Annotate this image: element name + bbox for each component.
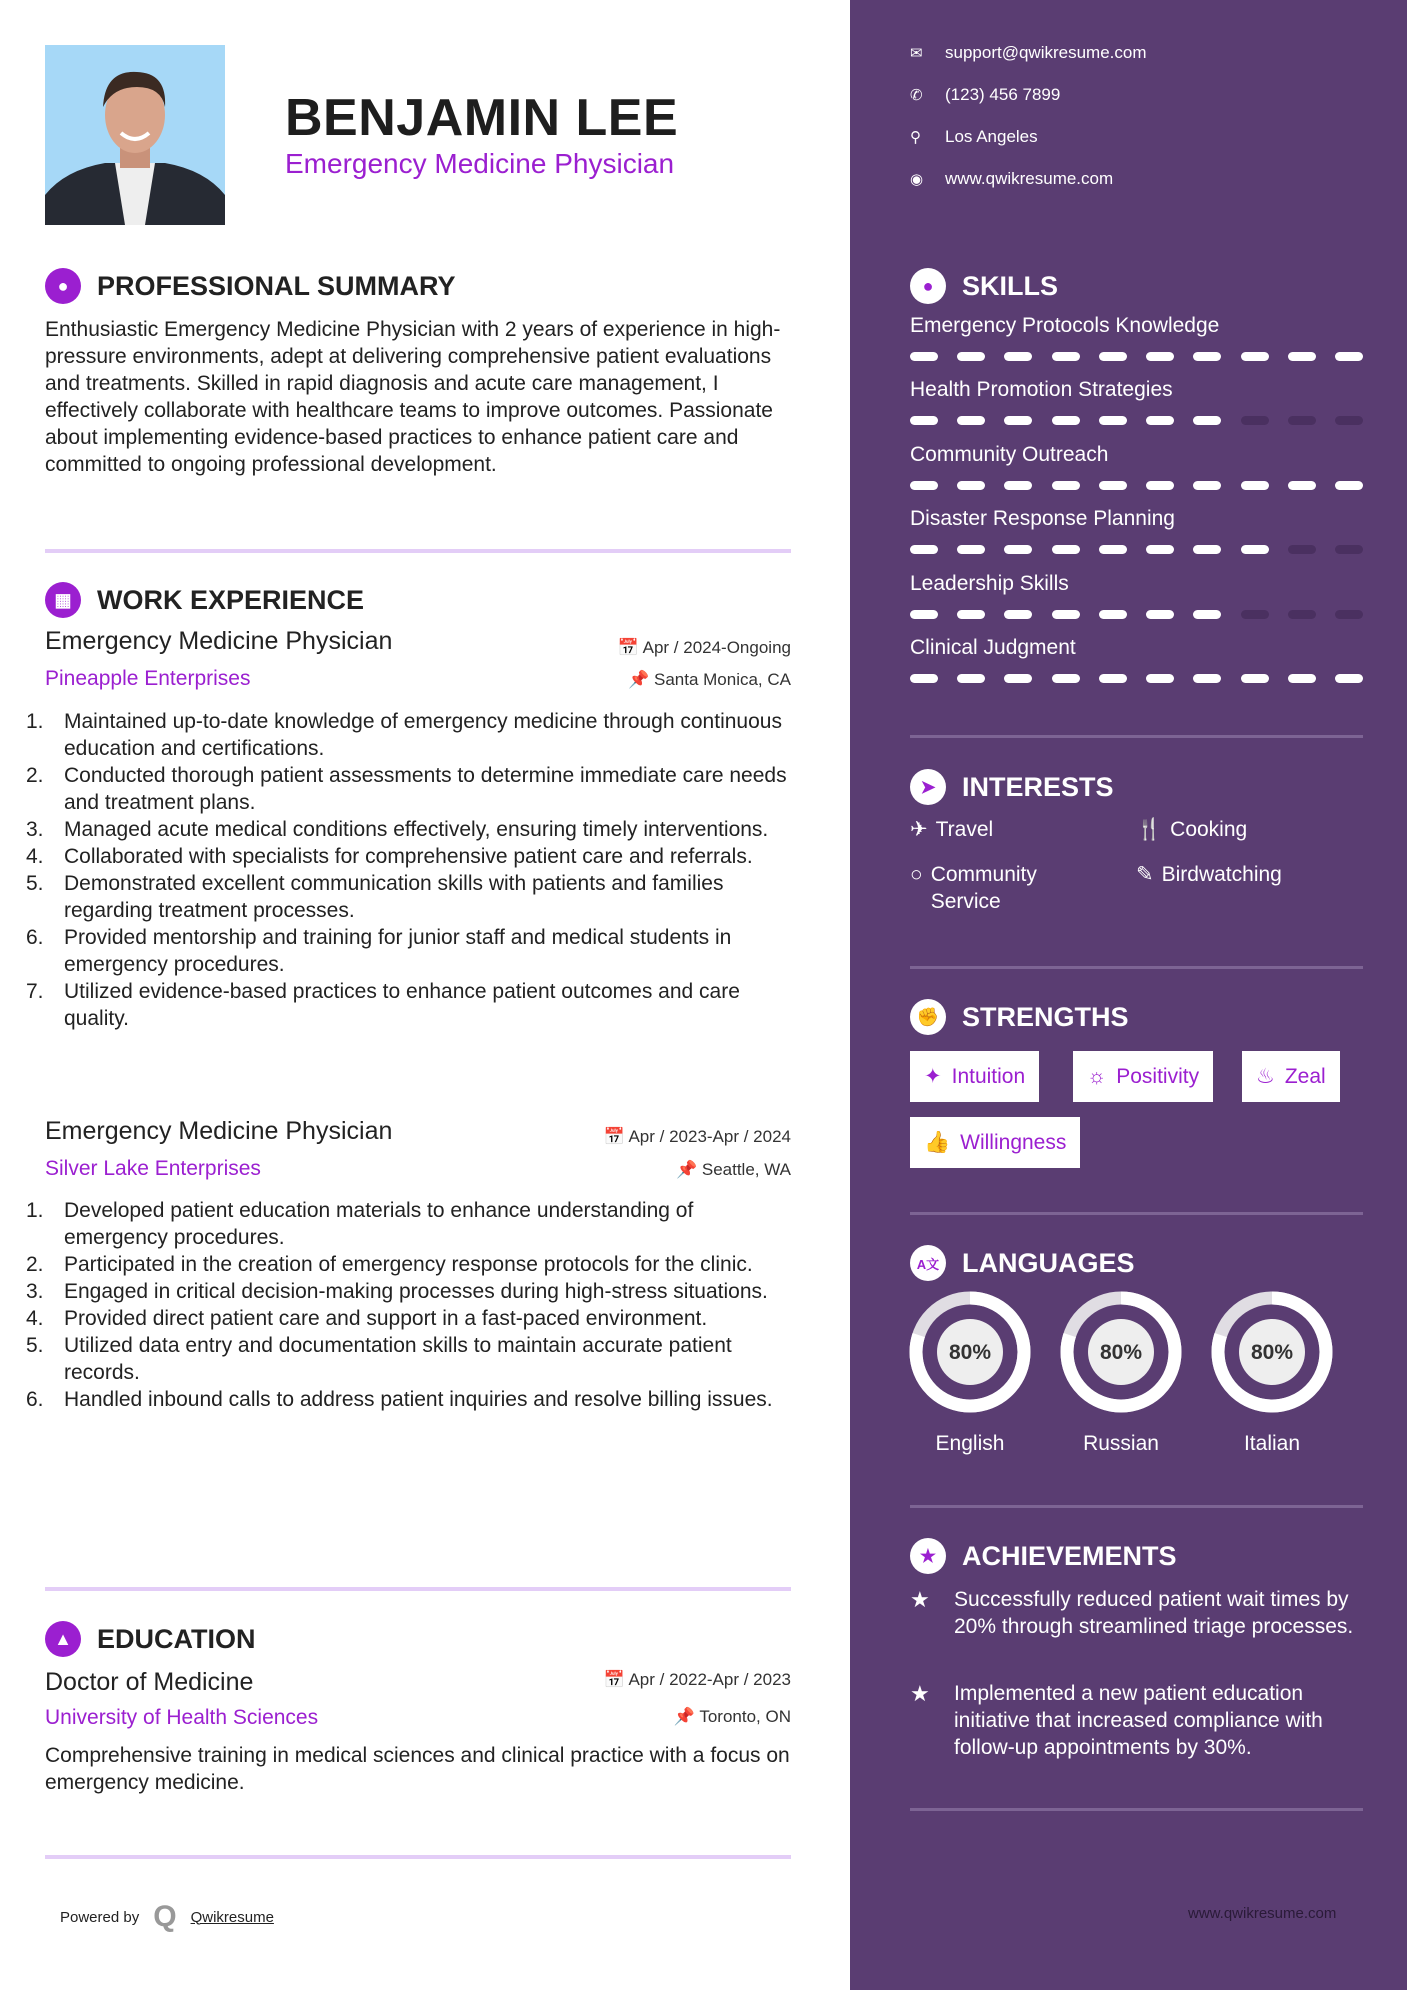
calendar-icon: 📅 [603, 1127, 629, 1146]
skill-segment [1146, 545, 1174, 554]
globe-icon: ◉ [910, 171, 924, 188]
duty-item [26, 1278, 800, 1305]
skill-segment [1099, 674, 1127, 683]
item-text: Managed acute medical conditions effectively, ensuring timely interventions. [64, 818, 769, 841]
skill-segment [1193, 545, 1221, 554]
hand-icon: ○ [910, 863, 923, 886]
item-text: Participated in the creation of emergency response protocols for the clinic. [64, 1253, 753, 1276]
item-number: 7. [26, 980, 44, 1003]
interest-community [910, 861, 1110, 915]
lightbulb-icon: ● [910, 268, 946, 304]
skill-segment [1193, 610, 1221, 619]
skill-segment [1004, 545, 1032, 554]
skill-segment [1004, 416, 1032, 425]
job-location [628, 670, 791, 690]
item-number: 6. [26, 1388, 44, 1411]
interest-label: Travel [935, 818, 994, 841]
divider [45, 1855, 791, 1859]
skill-segment [1288, 610, 1316, 619]
summary-heading [45, 268, 456, 304]
interest-cooking [1136, 816, 1247, 843]
skill-segment [1241, 674, 1269, 683]
item-text: Demonstrated excellent communication skills with patients and families regarding treatment processes. [64, 872, 724, 922]
work-heading [45, 582, 364, 618]
skill-segment [1004, 610, 1032, 619]
language-item [1060, 1291, 1182, 1456]
heading-text: INTERESTS [962, 771, 1114, 802]
heading-text: WORK EXPERIENCE [97, 584, 365, 615]
contact-phone [910, 85, 1060, 105]
strength-label: Positivity [1116, 1064, 1200, 1088]
item-number: 4. [26, 1307, 44, 1330]
strength-chip [1242, 1051, 1340, 1102]
paper-plane-icon: ➤ [910, 769, 946, 805]
skill-segment [957, 610, 985, 619]
strength-chip [910, 1051, 1039, 1102]
duty-item [26, 978, 800, 1032]
item-text: Utilized data entry and documentation skills to maintain accurate patient records. [64, 1334, 732, 1384]
interest-label: Cooking [1170, 818, 1248, 841]
skill-segment [1099, 352, 1127, 361]
skill-segment [1288, 481, 1316, 490]
skill-segment [1335, 416, 1363, 425]
pin-icon: 📌 [673, 1707, 700, 1726]
education-heading [45, 1621, 256, 1657]
phone-text: (123) 456 7899 [945, 85, 1061, 104]
location-text: Seattle, WA [701, 1160, 791, 1179]
language-donut [1211, 1291, 1333, 1413]
contact-location [910, 127, 1038, 147]
job-location [676, 1160, 791, 1180]
skill-segment [1335, 481, 1363, 490]
skill-name: Clinical Judgment [910, 636, 1076, 659]
strength-label: Intuition [951, 1064, 1026, 1088]
education-text: Comprehensive training in medical sciences and clinical practice with a focus on emergency medicine. [45, 1744, 790, 1794]
item-text: Maintained up-to-date knowledge of emergency medicine through continuous education and certifications. [64, 710, 782, 760]
skill-level-bar [910, 674, 1363, 683]
skill-segment [957, 481, 985, 490]
email-text: support@qwikresume.com [945, 43, 1147, 62]
star-icon: ★ [910, 1587, 930, 1612]
skill-name: Community Outreach [910, 442, 1109, 466]
divider [910, 1808, 1363, 1811]
language-name: Russian [1083, 1432, 1159, 1455]
job-title: Emergency Medicine Physician [45, 1117, 393, 1145]
skill-segment [910, 416, 938, 425]
candidate-name: BENJAMIN LEE [285, 89, 679, 147]
qwikresume-logo-icon: Q [153, 1900, 177, 1933]
achievement-text: Implemented a new patient education initiative that increased compliance with follow-up appointments by 30%. [954, 1682, 1323, 1759]
item-number: 3. [26, 1280, 44, 1303]
edu-location [674, 1707, 791, 1727]
skill-name: Emergency Protocols Knowledge [910, 314, 1220, 337]
skill-segment [1052, 416, 1080, 425]
skill-segment [1099, 610, 1127, 619]
skill-name: Leadership Skills [910, 571, 1069, 595]
thumbs-up-icon: 👍 [924, 1130, 951, 1154]
skill-segment [1052, 610, 1080, 619]
briefcase-icon: ▦ [45, 582, 81, 618]
skill-segment [910, 481, 938, 490]
fist-icon: ✊ [910, 999, 946, 1035]
achievement-item [910, 1680, 1370, 1761]
item-number: 2. [26, 764, 44, 787]
date-text: Apr / 2024-Ongoing [642, 638, 791, 657]
job-company: Silver Lake Enterprises [45, 1157, 261, 1180]
interest-travel [910, 816, 993, 843]
skill-segment [1193, 416, 1221, 425]
user-icon: ● [45, 268, 81, 304]
skill-level-bar [910, 416, 1363, 425]
skill-name: Health Promotion Strategies [910, 378, 1173, 402]
skill-segment [1241, 352, 1269, 361]
date-text: Apr / 2022-Apr / 2023 [628, 1670, 791, 1689]
duty-item [26, 708, 800, 762]
job-date [618, 638, 791, 658]
divider [910, 1212, 1363, 1215]
plane-icon: ✈ [910, 818, 928, 841]
location-text: Los Angeles [945, 127, 1038, 146]
language-name: Italian [1243, 1432, 1301, 1455]
job-duties [26, 708, 800, 1032]
skill-name: Disaster Response Planning [910, 507, 1175, 531]
candidate-title: Emergency Medicine Physician [285, 148, 675, 179]
item-text: Developed patient education materials to enhance understanding of emergency procedures. [64, 1199, 694, 1249]
skill-level-bar [910, 545, 1363, 554]
utensils-icon: 🍴 [1136, 818, 1163, 841]
job-date [604, 1127, 792, 1147]
profile-photo [45, 45, 225, 225]
skill-level-bar [910, 610, 1363, 619]
duty-item [26, 762, 800, 816]
skill-segment [1193, 352, 1221, 361]
strength-label: Willingness [960, 1130, 1067, 1154]
duty-item [26, 816, 800, 843]
language-donut [909, 1291, 1031, 1413]
interests-heading [910, 769, 1114, 805]
interest-label: Community Service [930, 863, 1037, 913]
item-text: Collaborated with specialists for comprehensive patient care and referrals. [64, 845, 753, 868]
skill-segment [1146, 610, 1174, 619]
date-text: Apr / 2023-Apr / 2024 [628, 1127, 791, 1146]
strength-label: Zeal [1284, 1064, 1326, 1088]
footer-website-link[interactable]: www.qwikresume.com [1188, 1905, 1337, 1922]
fire-icon: ♨ [1256, 1065, 1275, 1088]
language-percent: 80% [1250, 1341, 1294, 1364]
language-item [1211, 1291, 1333, 1456]
skill-segment [1193, 481, 1221, 490]
item-number: 5. [26, 872, 44, 895]
languages-heading [910, 1245, 1135, 1281]
strength-chip [910, 1117, 1080, 1168]
skill-segment [1193, 674, 1221, 683]
achievement-text: Successfully reduced patient wait times by 20% through streamlined triage processes. [954, 1588, 1354, 1638]
job-title: Emergency Medicine Physician [45, 627, 393, 655]
heading-text: PROFESSIONAL SUMMARY [97, 270, 456, 301]
item-text: Provided mentorship and training for junior staff and medical students in emergency procedures. [64, 926, 732, 976]
item-number: 2. [26, 1253, 44, 1276]
school: University of Health Sciences [45, 1706, 319, 1729]
language-donut [1060, 1291, 1182, 1413]
divider [910, 1505, 1363, 1508]
skill-segment [1146, 416, 1174, 425]
language-percent: 80% [948, 1341, 992, 1364]
heading-text: ACHIEVEMENTS [962, 1540, 1177, 1571]
language-item [909, 1291, 1031, 1456]
heading-text: SKILLS [962, 270, 1059, 301]
duty-item [26, 870, 800, 924]
skill-segment [957, 674, 985, 683]
divider [910, 735, 1363, 738]
duty-item [26, 1305, 800, 1332]
item-number: 1. [26, 1199, 44, 1222]
heading-text: STRENGTHS [962, 1001, 1129, 1032]
skill-segment [1241, 416, 1269, 425]
item-text: Provided direct patient care and support in a fast-paced environment. [64, 1307, 708, 1330]
skill-segment [1004, 674, 1032, 683]
contact-website [910, 169, 1113, 189]
envelope-icon: ✉ [910, 45, 923, 62]
skill-segment [1146, 674, 1174, 683]
item-number: 3. [26, 818, 44, 841]
skill-segment [1052, 545, 1080, 554]
magic-wand-icon: ✦ [924, 1065, 942, 1088]
skill-segment [957, 352, 985, 361]
language-name: English [935, 1432, 1005, 1455]
calendar-icon: 📅 [617, 638, 643, 657]
skill-segment [1004, 481, 1032, 490]
job-company: Pineapple Enterprises [45, 667, 251, 690]
website-text: www.qwikresume.com [945, 169, 1114, 188]
location-text: Toronto, ON [699, 1707, 791, 1726]
item-text: Conducted thorough patient assessments to determine immediate care needs and treatment plans. [64, 764, 787, 814]
interest-birdwatching [1136, 861, 1282, 888]
achievement-item [910, 1586, 1370, 1640]
heading-text: LANGUAGES [962, 1247, 1135, 1278]
duty-item [26, 1251, 800, 1278]
skill-segment [1146, 352, 1174, 361]
star-icon: ★ [910, 1538, 946, 1574]
skill-segment [1241, 481, 1269, 490]
item-text: Engaged in critical decision-making processes during high-stress situations. [64, 1280, 768, 1303]
skill-segment [1052, 352, 1080, 361]
phone-icon: ✆ [910, 87, 923, 104]
contact-email [910, 43, 1147, 63]
skill-segment [1099, 416, 1127, 425]
skill-segment [1288, 352, 1316, 361]
skill-segment [1335, 545, 1363, 554]
duty-item [26, 843, 800, 870]
divider [910, 966, 1363, 969]
skill-level-bar [910, 481, 1363, 490]
skill-segment [1335, 610, 1363, 619]
skill-segment [1335, 674, 1363, 683]
pin-icon: 📌 [675, 1160, 702, 1179]
skill-segment [1335, 352, 1363, 361]
skill-segment [1004, 352, 1032, 361]
summary-text: Enthusiastic Emergency Medicine Physician with 2 years of experience in high-pressure environments, adept at delivering comprehensive patient evaluations and treatments. Skilled in rapid diagnosis and acute care management, I effectively collaborate with healthcare teams to improve outcomes. Passionate about implementing evidence-based practices to enhance patient care and committed to ongoing professional development. [45, 318, 781, 476]
calendar-icon: 📅 [603, 1670, 629, 1689]
duty-item [26, 1332, 800, 1386]
skill-segment [1052, 481, 1080, 490]
strengths-heading [910, 999, 1129, 1035]
star-icon: ★ [910, 1681, 930, 1706]
job-duties [26, 1197, 800, 1413]
skill-segment [910, 674, 938, 683]
skill-segment [1099, 481, 1127, 490]
interest-label: Birdwatching [1161, 863, 1282, 886]
skill-segment [1288, 416, 1316, 425]
edit-icon: ✎ [1136, 863, 1154, 886]
powered-by [60, 1900, 274, 1934]
item-number: 5. [26, 1334, 44, 1357]
skill-segment [1241, 610, 1269, 619]
sun-icon: ☼ [1087, 1064, 1107, 1088]
item-number: 1. [26, 710, 44, 733]
item-number: 4. [26, 845, 44, 868]
skill-segment [1288, 674, 1316, 683]
skill-segment [910, 352, 938, 361]
skill-segment [957, 545, 985, 554]
skill-segment [1288, 545, 1316, 554]
divider [45, 549, 791, 553]
skill-segment [1099, 545, 1127, 554]
duty-item [26, 1386, 800, 1413]
graduation-icon: ▲ [45, 1621, 81, 1657]
skill-segment [1146, 481, 1174, 490]
achievements-heading [910, 1538, 1177, 1574]
skill-segment [1241, 545, 1269, 554]
language-percent: 80% [1099, 1341, 1143, 1364]
skill-segment [910, 545, 938, 554]
heading-text: EDUCATION [97, 1623, 256, 1654]
powered-text: Powered by [60, 1908, 140, 1926]
skills-heading [910, 268, 1058, 304]
duty-item [26, 1197, 800, 1251]
map-marker-icon: ⚲ [910, 129, 921, 146]
translate-icon: A文 [910, 1245, 946, 1281]
strength-chip [1073, 1051, 1213, 1102]
duty-item [26, 924, 800, 978]
skill-segment [957, 416, 985, 425]
item-text: Utilized evidence-based practices to enhance patient outcomes and care quality. [64, 980, 740, 1030]
skill-level-bar [910, 352, 1363, 361]
item-number: 6. [26, 926, 44, 949]
item-text: Handled inbound calls to address patient inquiries and resolve billing issues. [64, 1388, 773, 1411]
degree: Doctor of Medicine [45, 1668, 254, 1696]
edu-date [604, 1670, 792, 1690]
location-text: Santa Monica, CA [653, 670, 791, 689]
skill-segment [910, 610, 938, 619]
skill-segment [1052, 674, 1080, 683]
pin-icon: 📌 [628, 670, 654, 689]
qwikresume-link[interactable]: Qwikresume [190, 1908, 274, 1926]
divider [45, 1587, 791, 1591]
